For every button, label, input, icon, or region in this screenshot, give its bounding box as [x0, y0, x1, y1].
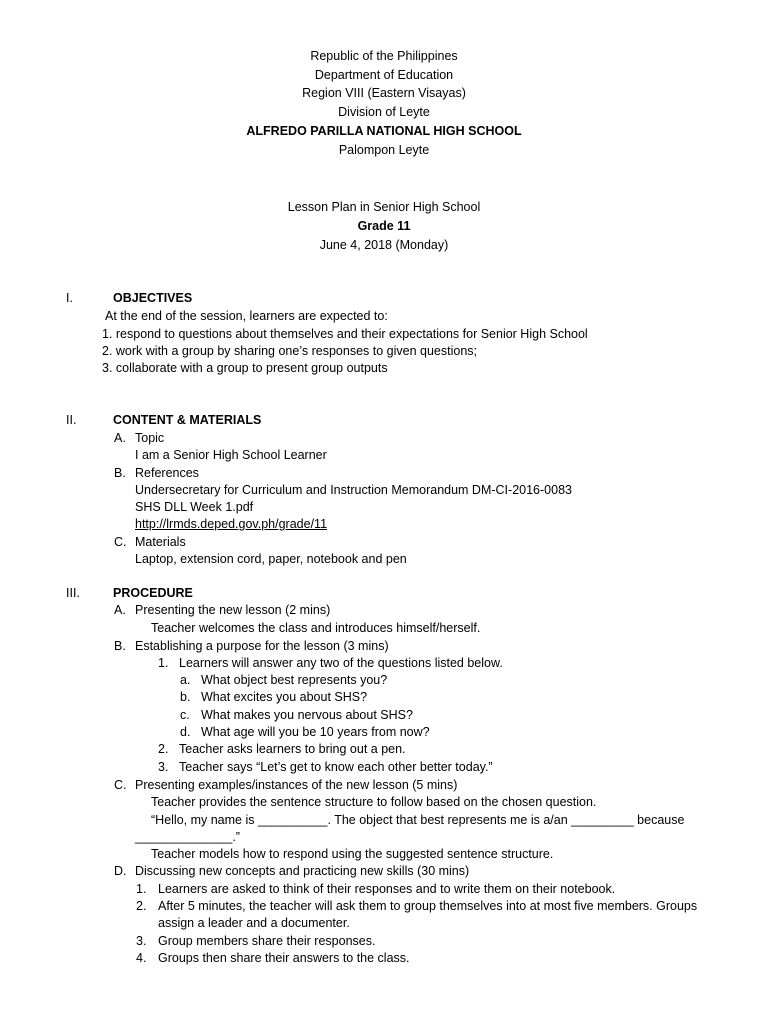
- objectives-intro: At the end of the session, learners are expected to:: [105, 309, 388, 323]
- procedure-d-label: Discussing new concepts and practicing new skills (30 mins): [135, 864, 470, 878]
- procedure-c-label: Presenting examples/instances of the new lesson (5 mins): [135, 778, 458, 792]
- objective-item: 1. respond to questions about themselves and their expectations for Senior High School: [102, 327, 588, 341]
- header-division: Division of Leyte: [338, 105, 430, 119]
- header-department: Department of Education: [314, 68, 454, 82]
- lesson-title: Lesson Plan in Senior High School: [287, 200, 481, 214]
- step-text: Learners are asked to think of their responses and to write them on their notebook.: [158, 882, 616, 896]
- step-text: Group members share their responses.: [158, 934, 376, 948]
- step-number: 2.: [158, 742, 169, 756]
- step-number: 1.: [136, 882, 147, 896]
- question-text: What age will you be 10 years from now?: [201, 725, 430, 739]
- objective-item: 2. work with a group by sharing one’s responses to given questions;: [102, 344, 477, 358]
- step-text: assign a leader and a documenter.: [158, 916, 350, 930]
- step-text: Teacher asks learners to bring out a pen.: [179, 742, 406, 756]
- school-name: ALFREDO PARILLA NATIONAL HIGH SCHOOL: [246, 124, 522, 138]
- topic-value: I am a Senior High School Learner: [135, 448, 327, 462]
- step-number: 2.: [136, 899, 147, 913]
- lesson-date: June 4, 2018 (Monday): [319, 238, 449, 252]
- procedure-c-letter: C.: [114, 778, 127, 792]
- step-number: 3.: [158, 760, 169, 774]
- procedure-a-label: Presenting the new lesson (2 mins): [135, 603, 331, 617]
- reference-line: Undersecretary for Curriculum and Instruction Memorandum DM-CI-2016-0083: [135, 483, 572, 497]
- step-text: Teacher says “Let’s get to know each other better today.”: [179, 760, 493, 774]
- materials-label: Materials: [135, 535, 186, 549]
- procedure-c-line: Teacher models how to respond using the suggested sentence structure.: [151, 847, 554, 861]
- question-letter: a.: [180, 673, 191, 687]
- reference-line: SHS DLL Week 1.pdf: [135, 500, 254, 514]
- question-text: What makes you nervous about SHS?: [201, 708, 413, 722]
- topic-letter: A.: [114, 431, 126, 445]
- procedure-numeral: III.: [66, 586, 80, 600]
- step-number: 3.: [136, 934, 147, 948]
- objective-item: 3. collaborate with a group to present group outputs: [102, 361, 388, 375]
- procedure-a-detail: Teacher welcomes the class and introduces himself/herself.: [151, 621, 481, 635]
- step-text: Learners will answer any two of the questions listed below.: [179, 656, 503, 670]
- reference-link[interactable]: http://lrmds.deped.gov.ph/grade/11: [135, 517, 328, 531]
- question-text: What object best represents you?: [201, 673, 388, 687]
- step-text: After 5 minutes, the teacher will ask them to group themselves into at most five members. Groups: [158, 899, 698, 913]
- question-text: What excites you about SHS?: [201, 690, 368, 704]
- objectives-numeral: I.: [66, 291, 73, 305]
- materials-value: Laptop, extension cord, paper, notebook and pen: [135, 552, 407, 566]
- materials-letter: C.: [114, 535, 127, 549]
- procedure-b-label: Establishing a purpose for the lesson (3 mins): [135, 639, 389, 653]
- school-location: Palompon Leyte: [338, 143, 430, 157]
- content-numeral: II.: [66, 413, 77, 427]
- references-label: References: [135, 466, 199, 480]
- step-number: 1.: [158, 656, 169, 670]
- content-heading: CONTENT & MATERIALS: [113, 413, 262, 427]
- procedure-b-letter: B.: [114, 639, 126, 653]
- objectives-heading: OBJECTIVES: [113, 291, 193, 305]
- question-letter: d.: [180, 725, 191, 739]
- step-number: 4.: [136, 951, 147, 965]
- procedure-c-line: ______________.”: [135, 830, 240, 844]
- question-letter: b.: [180, 690, 191, 704]
- procedure-c-line: “Hello, my name is __________. The object that best represents me is a/an _________ because: [151, 813, 685, 827]
- header-region: Region VIII (Eastern Visayas): [302, 86, 466, 100]
- procedure-a-letter: A.: [114, 603, 126, 617]
- procedure-d-letter: D.: [114, 864, 127, 878]
- question-letter: c.: [180, 708, 190, 722]
- procedure-c-line: Teacher provides the sentence structure to follow based on the chosen question.: [151, 795, 597, 809]
- lesson-grade: Grade 11: [357, 219, 411, 233]
- references-letter: B.: [114, 466, 126, 480]
- header-republic: Republic of the Philippines: [310, 49, 458, 63]
- topic-label: Topic: [135, 431, 165, 445]
- step-text: Groups then share their answers to the class.: [158, 951, 410, 965]
- procedure-heading: PROCEDURE: [113, 586, 193, 600]
